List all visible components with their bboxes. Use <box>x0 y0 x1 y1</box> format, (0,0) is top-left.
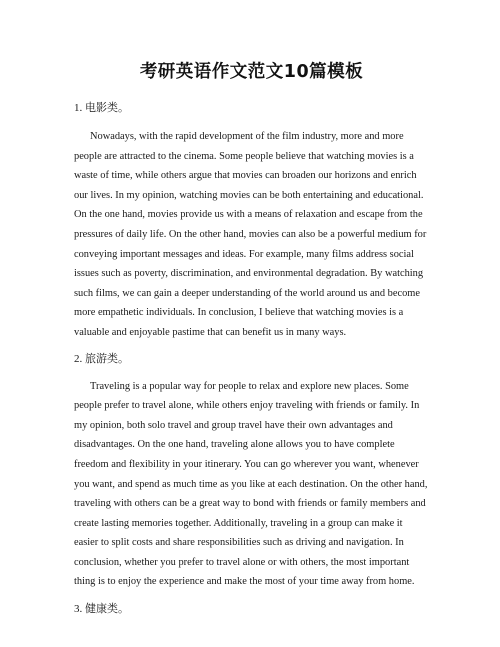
document-title: 考研英语作文范文10篇模板 <box>139 62 364 82</box>
section-paragraph-movies: Nowadays, with the rapid development of the film industry, more and more people are attracted to the cinema. Some people believe that watching movies is a waste of time, while others argue that movies can broaden our horizons and enrich our lives. In my opinion, watching movies can be both entertaining and educational. On the one hand, movies provide us with a means of relaxation and escape from the pressures of daily life. On the other hand, movies can also be a powerful medium for conveying important messages and ideas. For example, many films address social issues such as poverty, discrimination, and environmental degradation. By watching such films, we can gain a deeper understanding of the world around us and become more empathetic individuals. In conclusion, I believe that watching movies is a valuable and enjoyable pastime that can benefit us in many ways. <box>74 131 427 338</box>
section-heading-travel: 2. 旅游类。 <box>74 352 129 365</box>
section-heading-movies: 1. 电影类。 <box>74 102 129 114</box>
section-heading-health: 3. 健康类。 <box>74 603 129 616</box>
section-paragraph-travel: Traveling is a popular way for people to relax and explore new places. Some people prefer to travel alone, while others enjoy traveling with friends or family. In my opinion, both solo travel and group travel have their own advantages and disadvantages. On the one hand, traveling alone allows you to have complete freedom and flexibility in your itinerary. You can go wherever you want, whenever you want, and spend as much time as you like at each destination. On the other hand, traveling with others can be a great way to bond with friends or family members and create lasting memories together. Additionally, traveling in a group can make it easier to split costs and share responsibilities such as driving and navigation. In conclusion, whether you prefer to travel alone or with others, the most important thing is to enjoy the experience and make the most of your time away from home. <box>74 380 428 588</box>
